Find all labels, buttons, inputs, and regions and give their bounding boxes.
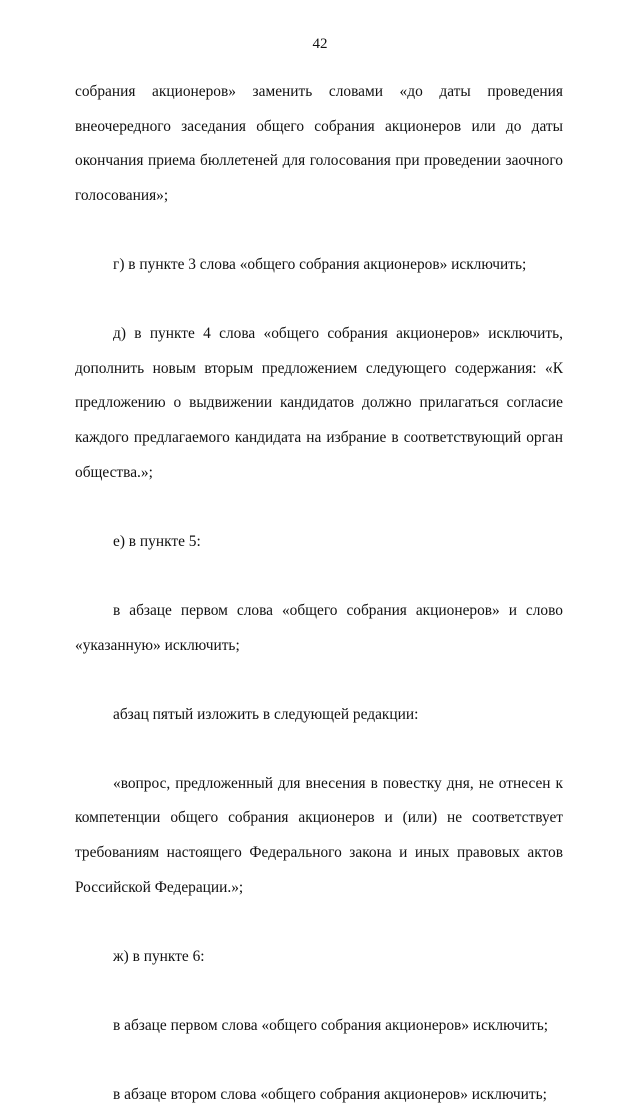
- paragraph-spacer: [75, 283, 563, 318]
- text-line: д) в пункте 4 слова «общего собрания акционеров» исключить,: [113, 325, 563, 343]
- text-line: голосования»;: [75, 186, 169, 204]
- text-line: внеочередного заседания общего собрания акционеров или до даты: [75, 117, 563, 135]
- text-line: общества.»;: [75, 463, 153, 481]
- paragraph: [75, 698, 563, 733]
- paragraph: [75, 940, 563, 975]
- paragraph-spacer: [75, 974, 563, 1009]
- paragraph-spacer: [75, 905, 563, 940]
- text-line: дополнить новым вторым предложением следующего содержания: «К: [75, 359, 563, 377]
- paragraph: [75, 1009, 563, 1044]
- text-line: «вопрос, предложенный для внесения в повестку дня, не отнесен к: [113, 774, 563, 792]
- page-number: 42: [312, 36, 328, 52]
- text-line: в абзаце первом слова «общего собрания акционеров» и слово: [113, 601, 563, 619]
- paragraph: [75, 525, 563, 560]
- paragraph: [75, 594, 563, 663]
- document-body: [75, 75, 563, 1113]
- text-line: абзац пятый изложить в следующей редакции:: [113, 705, 419, 723]
- paragraph-spacer: [75, 732, 563, 767]
- text-line: компетенции общего собрания акционеров и (или) не соответствует: [75, 809, 563, 827]
- text-line: в абзаце втором слова «общего собрания акционеров» исключить;: [113, 1086, 547, 1104]
- paragraph: [75, 317, 563, 490]
- text-line: требованиям настоящего Федерального закона и иных правовых актов: [75, 844, 563, 862]
- paragraph-spacer: [75, 559, 563, 594]
- text-line: Российской Федерации.»;: [75, 878, 244, 896]
- text-line: «указанную» исключить;: [75, 636, 240, 654]
- text-line: окончания приема бюллетеней для голосования при проведении заочного: [75, 152, 563, 170]
- text-line: предложению о выдвижении кандидатов должно прилагаться согласие: [75, 394, 563, 412]
- paragraph-spacer: [75, 663, 563, 698]
- paragraph-spacer: [75, 1044, 563, 1079]
- text-line: е) в пункте 5:: [113, 532, 201, 550]
- text-line: г) в пункте 3 слова «общего собрания акционеров» исключить;: [113, 255, 527, 273]
- text-line: собрания акционеров» заменить словами «до даты проведения: [75, 83, 563, 100]
- paragraph: [75, 767, 563, 905]
- text-line: каждого предлагаемого кандидата на избрание в соответствующий орган: [75, 428, 563, 446]
- paragraph: [75, 248, 563, 283]
- paragraph-spacer: [75, 490, 563, 525]
- text-line: ж) в пункте 6:: [113, 947, 205, 965]
- paragraph: [75, 75, 563, 213]
- paragraph-spacer: [75, 213, 563, 248]
- paragraph: [75, 1078, 563, 1113]
- text-line: в абзаце первом слова «общего собрания акционеров» исключить;: [113, 1017, 549, 1035]
